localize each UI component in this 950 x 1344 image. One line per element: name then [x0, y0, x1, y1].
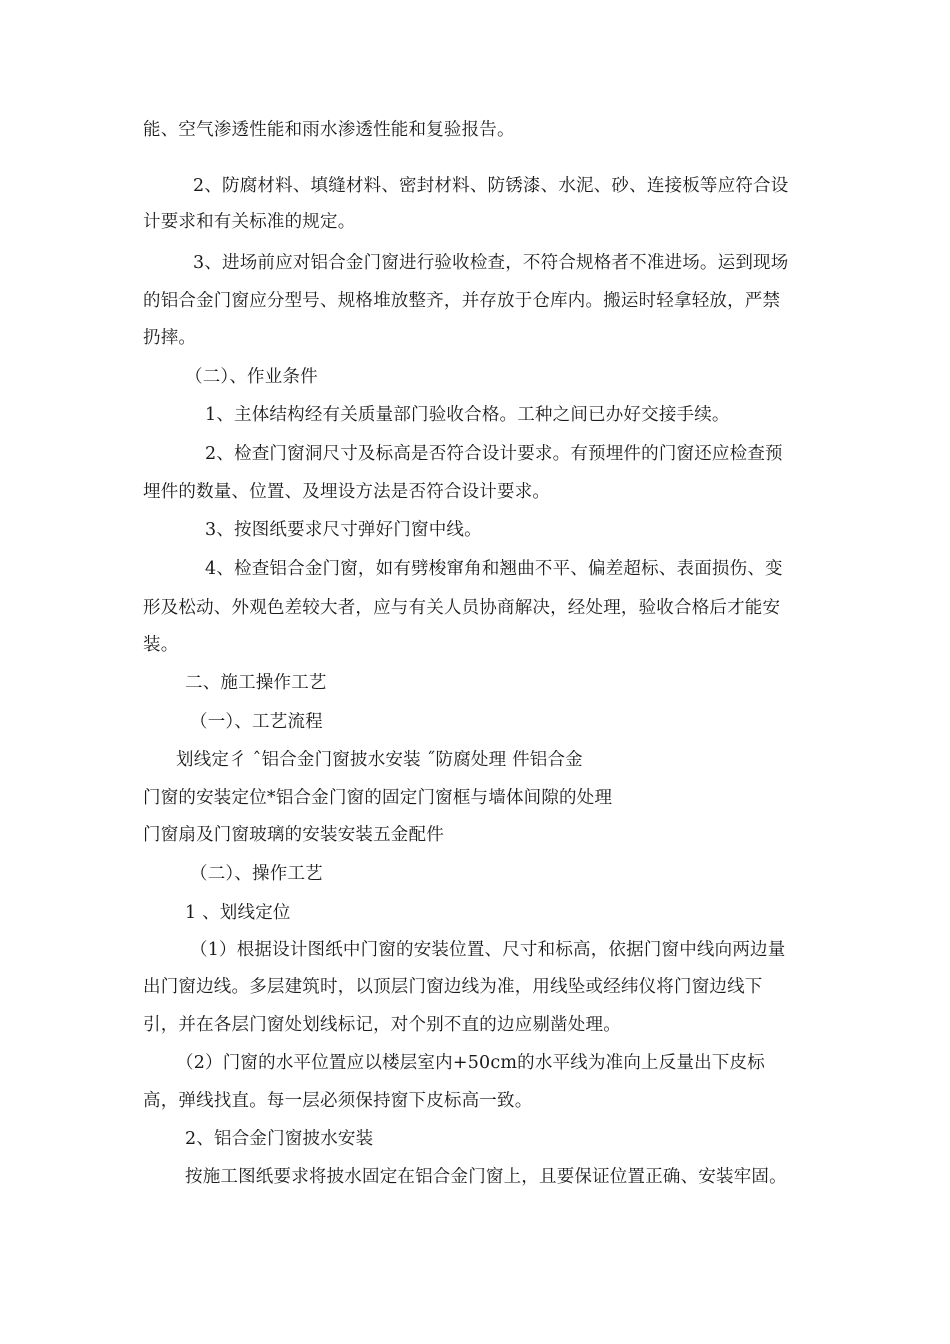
section-heading: 1 、划线定位 — [185, 903, 291, 923]
section-heading: 二、施工操作工艺 — [185, 673, 327, 693]
text-line: 装。 — [143, 635, 179, 655]
text-line: 按施工图纸要求将披水固定在铝合金门窗上，且要保证位置正确、安装牢固。 — [185, 1167, 787, 1187]
text-line: 2、防腐材料、填缝材料、密封材料、防锈漆、水泥、砂、连接板等应符合设 — [193, 176, 789, 196]
text-line: 引，并在各层门窗处划线标记，对个别不直的边应剔凿处理。 — [143, 1015, 621, 1035]
text-line: （1）根据设计图纸中门窗的安装位置、尺寸和标高，依据门窗中线向两边量 — [190, 940, 786, 960]
text-line: 高，弹线找直。每一层必须保持窗下皮标高一致。 — [143, 1091, 533, 1111]
text-line: （2）门窗的水平位置应以楼层室内+50cm的水平线为准向上反量出下皮标 — [176, 1053, 765, 1073]
text-line: 划线定彳 ˆ铝合金门窗披水安装 ˝防腐处理 件铝合金 — [176, 750, 583, 770]
text-line: 形及松动、外观色差较大者，应与有关人员协商解决，经处理，验收合格后才能安 — [143, 598, 781, 618]
section-heading: 2、铝合金门窗披水安装 — [185, 1129, 374, 1149]
section-heading: （一）、工艺流程 — [190, 712, 323, 732]
text-line: 3、按图纸要求尺寸弹好门窗中线。 — [205, 520, 482, 540]
text-line: 2、检查门窗洞尺寸及标高是否符合设计要求。有预埋件的门窗还应检查预 — [205, 444, 783, 464]
text-line: 的铝合金门窗应分型号、规格堆放整齐，并存放于仓库内。搬运时轻拿轻放，严禁 — [143, 291, 781, 311]
text-line: 3、进场前应对铝合金门窗进行验收检查，不符合规格者不准进场。运到现场 — [193, 253, 789, 273]
text-line: 4、检查铝合金门窗，如有劈梭窜角和翘曲不平、偏差超标、表面损伤、变 — [205, 559, 783, 579]
text-line: 1、主体结构经有关质量部门验收合格。工种之间已办好交接手续。 — [205, 405, 730, 425]
text-line: 能、空气渗透性能和雨水渗透性能和复验报告。 — [143, 120, 515, 140]
section-heading: （二）、操作工艺 — [190, 864, 323, 884]
text-line: 门窗的安装定位*铝合金门窗的固定门窗框与墙体间隙的处理 — [143, 788, 613, 808]
text-line: 埋件的数量、位置、及埋设方法是否符合设计要求。 — [143, 482, 551, 502]
text-line: 门窗扇及门窗玻璃的安装安装五金配件 — [143, 825, 444, 845]
text-line: 出门窗边线。多层建筑时，以顶层门窗边线为准，用线坠或经纬仪将门窗边线下 — [143, 977, 763, 997]
section-heading: （二）、作业条件 — [185, 367, 318, 387]
text-line: 计要求和有关标准的规定。 — [143, 212, 356, 232]
text-line: 扔摔。 — [143, 328, 197, 348]
